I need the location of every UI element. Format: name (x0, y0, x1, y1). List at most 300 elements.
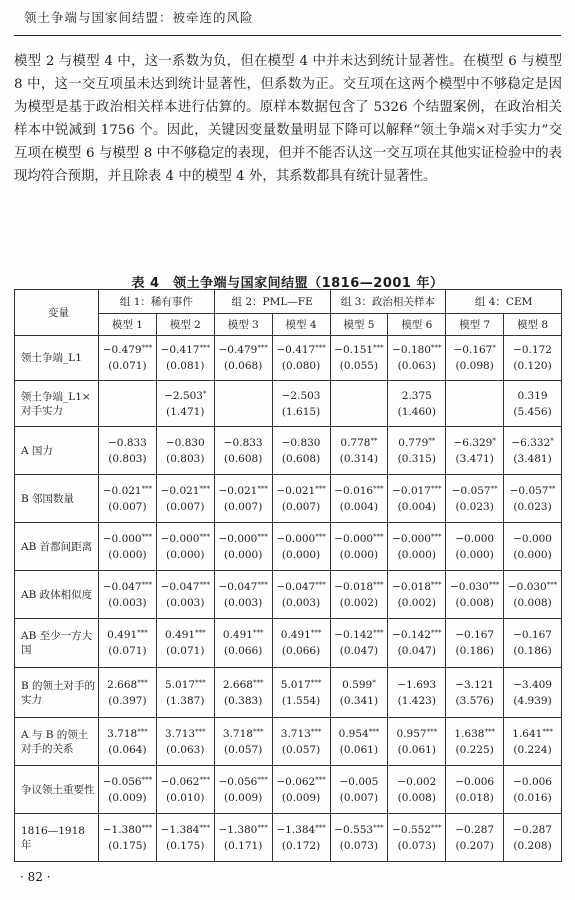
coefficient: 0.491*** (107, 629, 148, 641)
significance-stars: *** (430, 580, 442, 589)
significance-stars: *** (310, 678, 322, 687)
coefficient: 3.713*** (165, 727, 206, 740)
significance-stars: *** (257, 344, 268, 352)
standard-error: (0.055) (339, 360, 379, 372)
body-text: 模型 2 与模型 4 中，这一系数为负，但在模型 4 中并未达到统计显著性。在模型 6 与模型 8 中，这一交互项虽未达到统计显著性，但系数为正。交互项在这两个模型中不够稳定是因为模型是基于政治相关样本进行估算的。原样本数据包含了 5326 个结盟案例，在政治相关样本中锐减到 1756 个。因此，关键因变量数量明显下降可以解释“领土争端×对手实力”交互项在模型 6 与模型 8 中不够稳定的表现，但并不能否认这一交互项在其他实证检验中的表现均符合预期，并且除表 4 中的模型 4 外，其系数都具有统计显著性。 (14, 54, 562, 185)
group-header: 组 1：稀有事件 (99, 290, 215, 314)
table-cell (99, 523, 157, 571)
standard-error: (0.003) (166, 596, 205, 609)
table-cell (99, 619, 157, 668)
table-cell (272, 766, 330, 814)
significance-stars: *** (315, 580, 326, 589)
standard-error: (0.007) (339, 791, 379, 804)
table-cell (330, 619, 388, 668)
standard-error: (0.803) (108, 452, 147, 465)
standard-error: (0.186) (513, 645, 552, 657)
coefficient: −0.167 (513, 629, 552, 641)
coefficient: −0.062*** (276, 775, 326, 788)
coefficient: −6.329* (453, 436, 496, 449)
coefficient: 3.713*** (280, 727, 322, 740)
table-cell (214, 475, 272, 523)
coefficient: −0.021*** (218, 484, 268, 497)
significance-stars: * (492, 436, 496, 445)
significance-stars: *** (257, 823, 268, 832)
significance-stars: *** (137, 727, 148, 736)
standard-error: (0.081) (166, 360, 205, 372)
table-cell (272, 427, 330, 475)
table-cell (156, 668, 214, 718)
group-header: 组 4：CEM (446, 290, 562, 314)
coefficient: −0.018*** (334, 580, 384, 593)
coefficient: −0.000*** (392, 532, 442, 545)
table-cell (272, 571, 330, 619)
row-label: 1816—1918 年 (15, 814, 99, 862)
significance-stars: *** (141, 823, 153, 832)
regression-table (14, 289, 562, 862)
coefficient: 2.375 (401, 389, 432, 402)
coefficient: −0.479*** (102, 344, 153, 356)
standard-error: (0.003) (108, 596, 147, 609)
table-cell (272, 523, 330, 571)
significance-stars: *** (430, 532, 442, 541)
standard-error: (1.471) (166, 405, 205, 418)
table-cell (504, 523, 562, 571)
significance-stars: *** (141, 484, 153, 493)
standard-error: (0.608) (224, 452, 263, 465)
coefficient: −0.180*** (392, 344, 442, 356)
significance-stars: *** (484, 727, 495, 736)
table-cell (504, 427, 562, 475)
standard-error: (0.314) (339, 452, 379, 465)
coefficient: −0.056*** (218, 775, 268, 788)
coefficient: −0.287 (513, 823, 552, 836)
table-cell (156, 814, 214, 862)
significance-stars: *** (315, 532, 326, 541)
standard-error: (0.175) (108, 839, 147, 852)
table-cell (330, 336, 388, 381)
coefficient: −0.417*** (160, 344, 210, 356)
standard-error: (5.456) (513, 405, 552, 418)
coefficient: 0.491*** (222, 629, 264, 641)
standard-error: (1.423) (397, 694, 436, 707)
significance-stars: *** (141, 775, 153, 784)
coefficient: −0.553*** (334, 823, 384, 836)
standard-error: (0.008) (513, 596, 552, 609)
table-cell (446, 381, 504, 427)
significance-stars: *** (542, 727, 553, 736)
significance-stars: *** (252, 678, 264, 687)
standard-error: (0.004) (397, 500, 436, 513)
significance-stars: * (492, 344, 496, 352)
table-cell (388, 381, 446, 427)
group-header: 组 2：PML—FE (214, 290, 330, 314)
table-cell (214, 336, 272, 381)
significance-stars: *** (488, 580, 500, 589)
standard-error: (1.615) (281, 405, 321, 418)
significance-stars: *** (199, 580, 210, 589)
significance-stars: *** (195, 629, 206, 637)
standard-error: (0.080) (281, 360, 321, 372)
significance-stars: *** (315, 775, 326, 784)
model-header: 模型 1 (99, 314, 157, 336)
table-cell (504, 475, 562, 523)
coefficient: −0.062*** (160, 775, 210, 788)
table-cell (446, 668, 504, 718)
row-label: B 邻国数量 (15, 475, 99, 523)
standard-error: (0.009) (108, 791, 147, 804)
group-header: 组 3：政治相关样本 (330, 290, 446, 314)
coefficient: 0.319 (517, 389, 548, 402)
coefficient: −0.057** (509, 484, 556, 497)
coefficient: 3.718*** (107, 727, 148, 740)
coefficient: −0.057** (451, 484, 498, 497)
row-label: AB 首都间距离 (15, 523, 99, 571)
row-label: 领土争端_L1 (15, 336, 99, 381)
standard-error: (0.207) (455, 839, 494, 852)
coefficient: −0.000*** (334, 532, 384, 545)
standard-error: (1.387) (166, 694, 205, 707)
standard-error: (0.047) (339, 645, 379, 657)
model-header: 模型 5 (330, 314, 388, 336)
coefficient: 2.668*** (222, 678, 264, 691)
coefficient: −0.142*** (392, 629, 442, 641)
table-row (15, 427, 562, 475)
standard-error: (0.010) (166, 791, 205, 804)
significance-stars: * (550, 436, 554, 445)
coefficient: 0.778** (340, 436, 378, 449)
table-row (15, 336, 562, 381)
table-cell (99, 475, 157, 523)
significance-stars: ** (370, 436, 378, 445)
significance-stars: *** (310, 727, 322, 736)
significance-stars: *** (137, 678, 148, 687)
table-cell (99, 381, 157, 427)
table-cell (330, 766, 388, 814)
coefficient: −0.000*** (160, 532, 210, 545)
significance-stars: *** (257, 484, 268, 493)
standard-error: (0.224) (513, 743, 552, 756)
coefficient: −0.172 (513, 344, 552, 356)
table-cell (504, 814, 562, 862)
standard-error: (0.018) (455, 791, 494, 804)
row-label: 争议领土重要性 (15, 766, 99, 814)
coefficient: −0.021*** (160, 484, 210, 497)
standard-error: (0.064) (108, 743, 147, 756)
significance-stars: *** (315, 823, 326, 832)
standard-error: (0.008) (397, 791, 436, 804)
table-cell (214, 814, 272, 862)
coefficient: −0.021*** (276, 484, 326, 497)
table-cell (156, 381, 214, 427)
running-header: 领土争端与国家间结盟：被牵连的风险 (24, 10, 254, 25)
table-cell (446, 427, 504, 475)
standard-error: (0.073) (397, 839, 436, 852)
standard-error: (0.002) (397, 596, 436, 609)
table-cell (272, 668, 330, 718)
standard-error: (0.068) (224, 360, 263, 372)
table-cell (446, 814, 504, 862)
table-cell (388, 336, 446, 381)
coefficient: −2.503 (281, 389, 321, 402)
significance-stars: *** (315, 344, 326, 352)
table-cell (446, 571, 504, 619)
coefficient: −1.384*** (276, 823, 326, 836)
significance-stars: ** (428, 436, 436, 445)
standard-error: (0.003) (224, 596, 263, 609)
coefficient: −0.047*** (218, 580, 268, 593)
standard-error: (0.047) (397, 645, 436, 657)
coefficient: −0.142*** (334, 629, 384, 641)
table-cell (330, 475, 388, 523)
standard-error: (0.341) (339, 694, 379, 707)
model-header: 模型 7 (446, 314, 504, 336)
coefficient: 2.668*** (107, 678, 148, 691)
significance-stars: *** (199, 344, 210, 352)
table-cell (330, 381, 388, 427)
standard-error: (0.057) (224, 743, 263, 756)
coefficient: −3.409 (513, 678, 552, 691)
table-cell (272, 475, 330, 523)
significance-stars: *** (430, 344, 442, 352)
standard-error: (0.009) (281, 791, 321, 804)
coefficient: −0.479*** (218, 344, 268, 356)
coefficient: −6.332* (511, 436, 554, 449)
coefficient: −1.384*** (160, 823, 210, 836)
coefficient: −0.047*** (276, 580, 326, 593)
coefficient: 5.017*** (280, 678, 322, 691)
coefficient: 1.638*** (454, 727, 495, 740)
coefficient: −0.552*** (392, 823, 442, 836)
coefficient: −0.833 (223, 436, 263, 449)
table-cell (330, 427, 388, 475)
model-header: 模型 4 (272, 314, 330, 336)
table-cell (99, 571, 157, 619)
table-cell (388, 427, 446, 475)
significance-stars: *** (195, 678, 206, 687)
significance-stars: *** (310, 629, 322, 637)
table-cell (388, 766, 446, 814)
coefficient: −0.000 (455, 532, 495, 545)
coefficient: 5.017*** (165, 678, 206, 691)
standard-error: (0.061) (397, 743, 436, 756)
significance-stars: *** (199, 484, 210, 493)
coefficient: −0.000*** (276, 532, 326, 545)
table-cell (99, 718, 157, 766)
table-cell (214, 668, 272, 718)
significance-stars: *** (373, 823, 384, 832)
body-paragraph (14, 50, 562, 189)
standard-error: (0.383) (224, 694, 263, 707)
standard-error: (0.071) (108, 360, 147, 372)
table-row (15, 766, 562, 814)
significance-stars: *** (373, 629, 384, 637)
model-header: 模型 3 (214, 314, 272, 336)
coefficient: 1.641*** (512, 727, 553, 740)
table-cell (330, 814, 388, 862)
table-cell (156, 766, 214, 814)
row-label: B 的领土对手的实力 (15, 668, 99, 718)
table-cell (388, 571, 446, 619)
significance-stars: *** (199, 823, 210, 832)
significance-stars: *** (141, 344, 153, 352)
table-cell (214, 619, 272, 668)
table-cell (214, 523, 272, 571)
table-cell (446, 619, 504, 668)
coefficient: −1.380*** (102, 823, 153, 836)
table-title: 表 4 领土争端与国家间结盟（1816—2001 年） (131, 276, 444, 291)
table-row (15, 381, 562, 427)
significance-stars: *** (430, 629, 442, 637)
significance-stars: *** (252, 727, 264, 736)
significance-stars: *** (199, 532, 210, 541)
standard-error: (0.061) (339, 743, 379, 756)
table-cell (156, 571, 214, 619)
standard-error: (0.016) (513, 791, 552, 804)
standard-error: (0.098) (455, 360, 494, 372)
table-cell (156, 336, 214, 381)
standard-error: (0.000) (339, 548, 379, 561)
table-cell (99, 427, 157, 475)
coefficient: 0.957*** (396, 727, 438, 740)
standard-error: (4.939) (513, 694, 552, 707)
table-cell (504, 571, 562, 619)
model-header: 模型 2 (156, 314, 214, 336)
standard-error: (0.000) (455, 548, 494, 561)
table-cell (272, 381, 330, 427)
table-cell (214, 571, 272, 619)
table-row (15, 814, 562, 862)
table-cell (446, 766, 504, 814)
significance-stars: *** (137, 629, 148, 637)
standard-error: (0.063) (166, 743, 205, 756)
table-cell (504, 668, 562, 718)
significance-stars: *** (199, 775, 210, 784)
standard-error: (3.471) (455, 452, 494, 465)
significance-stars: *** (373, 580, 384, 589)
table-row (15, 718, 562, 766)
header-rule (14, 35, 561, 36)
significance-stars: *** (141, 580, 153, 589)
standard-error: (0.803) (166, 452, 205, 465)
significance-stars: * (202, 389, 207, 398)
table-cell (214, 381, 272, 427)
significance-stars: *** (430, 484, 442, 493)
significance-stars: *** (373, 484, 384, 493)
coefficient: −0.030*** (507, 580, 558, 593)
coefficient: 0.779** (398, 436, 436, 449)
table-cell (446, 718, 504, 766)
significance-stars: *** (257, 775, 268, 784)
table-cell (504, 619, 562, 668)
coefficient: −1.380*** (218, 823, 268, 836)
significance-stars: *** (373, 532, 384, 541)
row-label: A 与 B 的领土对手的关系 (15, 718, 99, 766)
row-label: A 国力 (15, 427, 99, 475)
standard-error: (0.008) (455, 596, 494, 609)
standard-error: (0.000) (281, 548, 321, 561)
standard-error: (0.000) (108, 548, 147, 561)
significance-stars: *** (141, 532, 153, 541)
significance-stars: *** (315, 484, 326, 493)
coefficient: 0.491*** (280, 629, 322, 641)
page-number: · 82 · (20, 870, 51, 884)
coefficient: −0.151*** (334, 344, 384, 356)
significance-stars: *** (546, 580, 558, 589)
table-cell (272, 718, 330, 766)
table-cell (272, 619, 330, 668)
significance-stars: * (372, 678, 376, 687)
standard-error: (0.023) (455, 500, 494, 513)
coefficient: −0.005 (339, 775, 379, 788)
standard-error: (0.000) (166, 548, 205, 561)
standard-error: (0.063) (397, 360, 436, 372)
table-cell (156, 718, 214, 766)
var-header: 变量 (15, 290, 99, 336)
standard-error: (0.057) (281, 743, 321, 756)
coefficient: −0.833 (108, 436, 147, 449)
table-cell (214, 718, 272, 766)
standard-error: (0.003) (281, 596, 321, 609)
standard-error: (0.186) (455, 645, 494, 657)
coefficient: −0.287 (455, 823, 495, 836)
coefficient: −1.693 (397, 678, 437, 691)
coefficient: −0.000*** (102, 532, 153, 545)
coefficient: −0.002 (397, 775, 437, 788)
coefficient: −0.018*** (392, 580, 442, 593)
standard-error: (0.066) (224, 645, 263, 657)
significance-stars: ** (548, 484, 556, 493)
coefficient: −0.167* (453, 344, 496, 356)
standard-error: (0.397) (108, 694, 147, 707)
table-cell (330, 571, 388, 619)
standard-error: (0.066) (281, 645, 321, 657)
coefficient: −0.017*** (392, 484, 442, 497)
table-cell (99, 766, 157, 814)
model-header: 模型 8 (504, 314, 562, 336)
table-cell (156, 523, 214, 571)
significance-stars: *** (257, 580, 268, 589)
standard-error: (0.208) (513, 839, 552, 852)
coefficient: −0.830 (281, 436, 321, 449)
coefficient: 0.491*** (165, 629, 206, 641)
table-row (15, 668, 562, 718)
table-cell (99, 668, 157, 718)
coefficient: −3.121 (455, 678, 495, 691)
row-label: AB 政体相似度 (15, 571, 99, 619)
model-header: 模型 6 (388, 314, 446, 336)
table-cell (504, 718, 562, 766)
table-cell (504, 381, 562, 427)
table-cell (214, 766, 272, 814)
standard-error: (0.000) (513, 548, 552, 561)
table-cell (156, 427, 214, 475)
coefficient: −0.006 (455, 775, 495, 788)
standard-error: (3.576) (455, 694, 494, 707)
table-cell (156, 619, 214, 668)
standard-error: (0.073) (339, 839, 379, 852)
table-cell (388, 668, 446, 718)
standard-error: (0.225) (455, 743, 494, 756)
standard-error: (0.000) (397, 548, 436, 561)
table-cell (388, 814, 446, 862)
coefficient: 0.599* (342, 678, 376, 691)
coefficient: 0.954*** (338, 727, 380, 740)
coefficient: −0.047*** (160, 580, 210, 593)
standard-error: (0.009) (224, 791, 263, 804)
table-cell (214, 427, 272, 475)
standard-error: (0.071) (108, 645, 147, 657)
standard-error: (0.172) (281, 839, 321, 852)
